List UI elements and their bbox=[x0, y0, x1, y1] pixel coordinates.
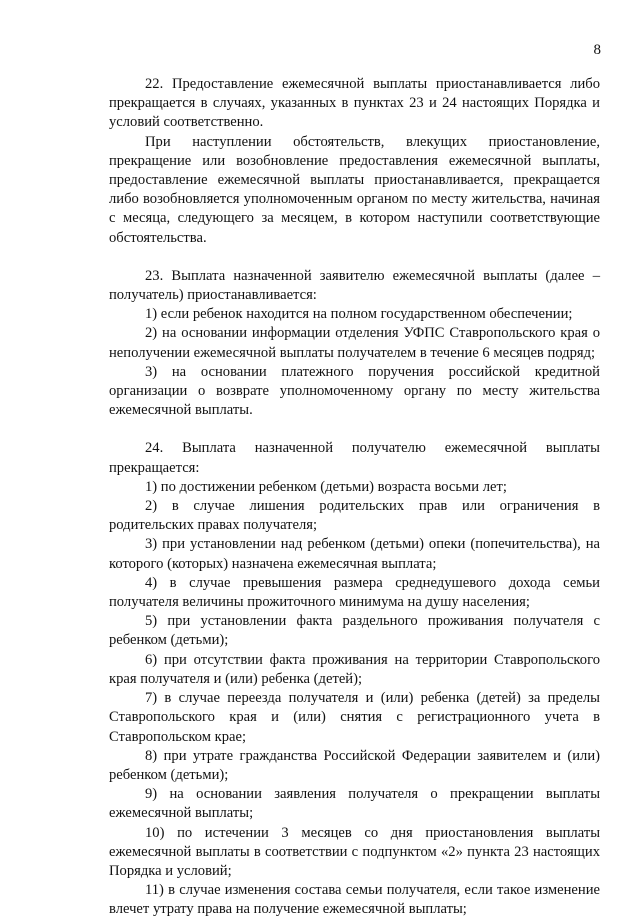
paragraph-24: 24. Выплата назначенной получателю ежемесячной выплаты прекращается: bbox=[109, 440, 600, 476]
paragraph-24-item-10: 10) по истечении 3 месяцев со дня приостановления выплаты ежемесячной выплаты в соответствии с подпунктом «2» пункта 23 настоящих Порядка и условий; bbox=[109, 824, 600, 879]
paragraph-24-item-9: 9) на основании заявления получателя о прекращении выплаты ежемесячной выплаты; bbox=[109, 786, 600, 822]
paragraph-24-item-7: 7) в случае переезда получателя и (или) ребенка (детей) за пределы Ставропольского края и (или) снятия с регистрационного учета в Ставропольском крае; bbox=[109, 690, 600, 745]
paragraph-22-circumstances: При наступлении обстоятельств, влекущих приостановление, прекращение или возобновление предоставления ежемесячной выплаты, предоставление ежемесячной выплаты приостанавливается, прекращается либо возобновляется уполномоченным органом по месту жительства, начиная с месяца, следующего за месяцем, в котором наступили соответствующие обстоятельства. bbox=[109, 133, 600, 246]
paragraph-24-item-11: 11) в случае изменения состава семьи получателя, если такое изменение влечет утрату права на получение ежемесячной выплаты; bbox=[109, 882, 600, 918]
paragraph-23-item-3: 3) на основании платежного поручения российской кредитной организации о возврате уполномоченному органу по месту жительства ежемесячной выплаты. bbox=[109, 363, 600, 419]
paragraph-23-item-1: 1) если ребенок находится на полном государственном обеспечении; bbox=[145, 306, 573, 323]
paragraph-22: 22. Предоставление ежемесячной выплаты приостанавливается либо прекращается в случаях, указанных в пунктах 23 и 24 настоящих Порядка и условий соответственно. bbox=[109, 76, 600, 131]
paragraph-24-item-3: 3) при установлении над ребенком (детьми) опеки (попечительства), на которого (которых) назначена ежемесячная выплата; bbox=[109, 536, 600, 572]
document-body bbox=[109, 75, 600, 920]
page-number: 8 bbox=[593, 42, 601, 58]
paragraph-24-item-8: 8) при утрате гражданства Российской Федерации заявителем и (или) ребенком (детьми); bbox=[109, 747, 600, 783]
paragraph-24-item-5: 5) при установлении факта раздельного проживания получателя с ребенком (детьми); bbox=[109, 613, 600, 649]
paragraph-23-item-2: 2) на основании информации отделения УФПС Ставропольского края о неполучении ежемесячной выплаты получателем в течение 6 месяцев подряд; bbox=[109, 325, 600, 361]
paragraph-23: 23. Выплата назначенной заявителю ежемесячной выплаты (далее – получатель) приостанавливается: bbox=[109, 267, 600, 304]
paragraph-24-item-4: 4) в случае превышения размера среднедушевого дохода семьи получателя величины прожиточного минимума на душу населения; bbox=[109, 574, 600, 611]
paragraph-24-item-1: 1) по достижении ребенком (детьми) возраста восьми лет; bbox=[145, 478, 507, 495]
paragraph-24-item-2: 2) в случае лишения родительских прав или ограничения в родительских правах получателя; bbox=[109, 498, 600, 534]
paragraph-24-item-6: 6) при отсутствии факта проживания на территории Ставропольского края получателя и (или) ребенка (детей); bbox=[109, 651, 600, 687]
